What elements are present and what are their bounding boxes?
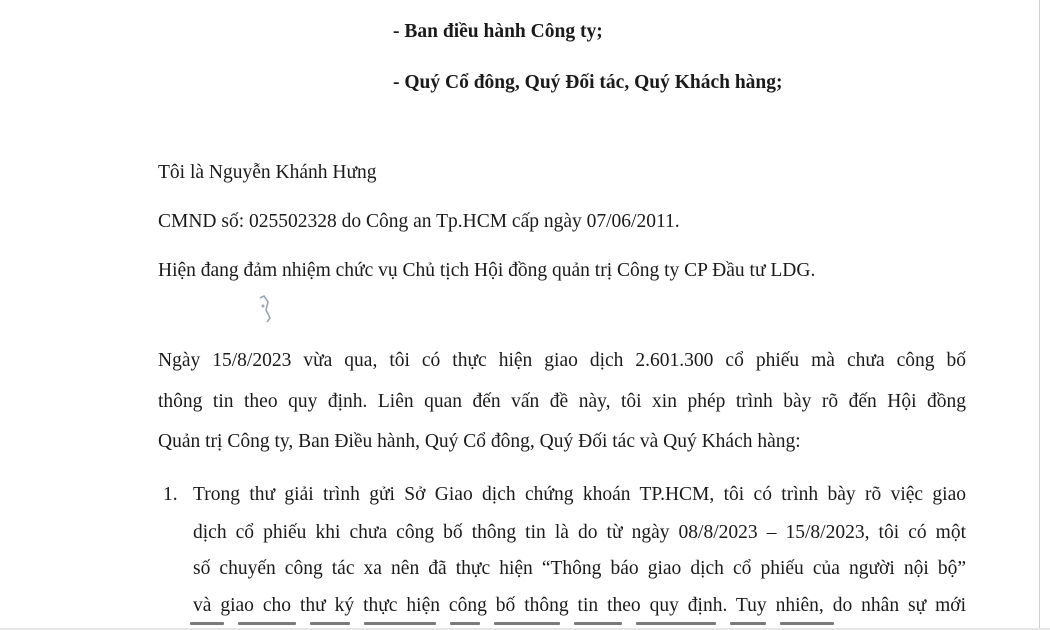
- paragraph-line-1: Ngày 15/8/2023 vừa qua, tôi có thực hiện giao dịch 2.601.300 cổ phiếu mà chưa công bố: [158, 350, 966, 371]
- clipped-heading-fragment: [285, 0, 805, 4]
- clipped-text-strokes: [285, 0, 805, 4]
- scan-right-edge: [1039, 0, 1040, 630]
- recipient-line-1: - Ban điều hành Công ty;: [393, 21, 603, 42]
- intro-id-line: CMND số: 025502328 do Công an Tp.HCM cấp ngày 07/06/2011.: [158, 211, 680, 232]
- list-item-line-1: Trong thư giải trình gửi Sở Giao dịch chứng khoán TP.HCM, tôi có trình bày rõ việc giao: [193, 484, 966, 505]
- list-item-line-4: và giao cho thư ký thực hiện công bố thông tin theo quy định. Tuy nhiên, do nhân sự mới: [193, 595, 966, 616]
- intro-name-line: Tôi là Nguyễn Khánh Hưng: [158, 162, 377, 183]
- paragraph-line-2: thông tin theo quy định. Liên quan đến vấn đề này, tôi xin phép trình bày rõ đến Hội đồng: [158, 391, 966, 412]
- list-item-number: 1.: [163, 484, 178, 505]
- recipient-line-2: - Quý Cổ đông, Quý Đối tác, Quý Khách hàng;: [393, 72, 783, 93]
- list-item-line-2: dịch cổ phiếu khi chưa công bố thông tin là do từ ngày 08/8/2023 – 15/8/2023, tôi có một: [193, 522, 966, 543]
- list-item-line-3: số chuyến công tác xa nên đã thực hiện “Thông báo giao dịch cổ phiếu của người nội bộ”: [193, 558, 966, 579]
- paragraph-line-3: Quản trị Công ty, Ban Điều hành, Quý Cổ đông, Quý Đối tác và Quý Khách hàng:: [158, 431, 801, 452]
- intro-position-line: Hiện đang đảm nhiệm chức vụ Chủ tịch Hội đồng quản trị Công ty CP Đầu tư LDG.: [158, 260, 816, 281]
- scan-smudge-mark: [254, 292, 278, 326]
